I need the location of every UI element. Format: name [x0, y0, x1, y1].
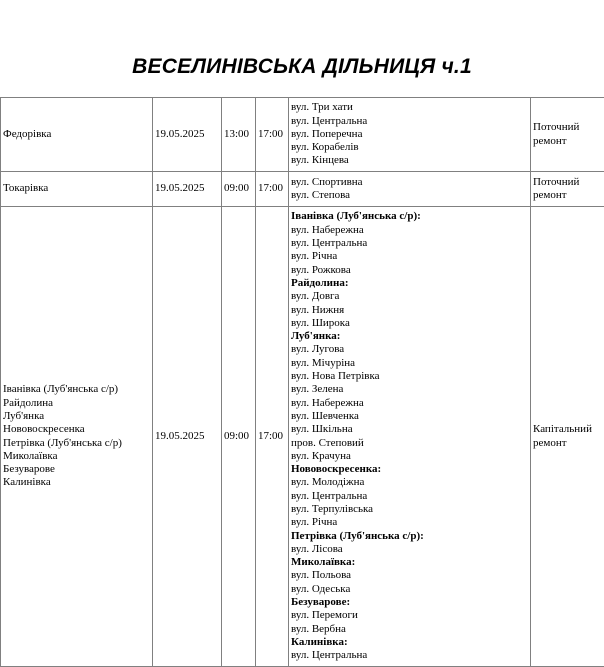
- address-group-heading: Райдолина:: [291, 277, 528, 290]
- street-address: вул. Нижня: [291, 304, 528, 317]
- start-time-cell: 13:00: [222, 98, 256, 172]
- street-address: вул. Мічуріна: [291, 357, 528, 370]
- work-type-text: ремонт: [533, 135, 602, 148]
- street-address: вул. Кінцева: [291, 154, 528, 167]
- street-address: вул. Перемоги: [291, 609, 528, 622]
- address-group-heading: Петрівка (Луб'янська с/р):: [291, 530, 528, 543]
- settlement-name: Миколаївка: [3, 450, 150, 463]
- work-type-cell: [531, 98, 604, 172]
- street-address: вул. Поперечна: [291, 128, 528, 141]
- work-type-cell: [531, 172, 604, 207]
- settlement-name: Луб'янка: [3, 410, 150, 423]
- work-type-text: Поточний: [533, 121, 602, 134]
- settlement-name: Безуварове: [3, 463, 150, 476]
- work-type-text: Капітальний: [533, 423, 602, 436]
- address-group-heading: Іванівка (Луб'янська с/р):: [291, 210, 528, 223]
- settlement-name: Калинівка: [3, 476, 150, 489]
- street-address: вул. Центральна: [291, 490, 528, 503]
- end-time-cell: 17:00: [256, 98, 289, 172]
- street-address: вул. Степова: [291, 189, 528, 202]
- street-address: вул. Одеська: [291, 583, 528, 596]
- street-address: вул. Центральна: [291, 115, 528, 128]
- street-address: вул. Молодіжна: [291, 476, 528, 489]
- address-cell: [289, 172, 531, 207]
- address-group-heading: Нововоскресенка:: [291, 463, 528, 476]
- street-address: вул. Терпулівська: [291, 503, 528, 516]
- street-address: вул. Крачуна: [291, 450, 528, 463]
- street-address: пров. Степовий: [291, 437, 528, 450]
- work-type-text: Поточний: [533, 176, 602, 189]
- settlement-cell: [1, 172, 153, 207]
- address-group-heading: Миколаївка:: [291, 556, 528, 569]
- street-address: вул. Вербна: [291, 623, 528, 636]
- address-cell: [289, 98, 531, 172]
- start-time-cell: 09:00: [222, 172, 256, 207]
- street-address: вул. Корабелів: [291, 141, 528, 154]
- date-cell: 19.05.2025: [153, 98, 222, 172]
- page-title: ВЕСЕЛИНІВСЬКА ДІЛЬНИЦЯ ч.1: [0, 55, 604, 79]
- outage-schedule-table: [0, 97, 604, 667]
- work-type-text: ремонт: [533, 189, 602, 202]
- street-address: вул. Спортивна: [291, 176, 528, 189]
- table-row: [1, 98, 604, 172]
- settlement-name: Петрівка (Луб'янська с/р): [3, 437, 150, 450]
- street-address: вул. Нова Петрівка: [291, 370, 528, 383]
- address-group-heading: Безуварове:: [291, 596, 528, 609]
- table-row: [1, 207, 604, 667]
- settlement-name: Федорівка: [3, 128, 150, 141]
- end-time-cell: 17:00: [256, 207, 289, 667]
- street-address: вул. Рожкова: [291, 264, 528, 277]
- address-cell: [289, 207, 531, 667]
- settlement-name: Нововоскресенка: [3, 423, 150, 436]
- street-address: вул. Три хати: [291, 101, 528, 114]
- street-address: вул. Річна: [291, 516, 528, 529]
- date-cell: 19.05.2025: [153, 172, 222, 207]
- street-address: вул. Шкільна: [291, 423, 528, 436]
- street-address: вул. Набережна: [291, 397, 528, 410]
- date-cell: 19.05.2025: [153, 207, 222, 667]
- settlement-cell: [1, 98, 153, 172]
- table-body: [1, 98, 604, 667]
- work-type-text: ремонт: [533, 437, 602, 450]
- street-address: вул. Лісова: [291, 543, 528, 556]
- settlement-cell: [1, 207, 153, 667]
- street-address: вул. Лугова: [291, 343, 528, 356]
- table-row: [1, 172, 604, 207]
- settlement-name: Іванівка (Луб'янська с/р): [3, 383, 150, 396]
- end-time-cell: 17:00: [256, 172, 289, 207]
- street-address: вул. Польова: [291, 569, 528, 582]
- settlement-name: Райдолина: [3, 397, 150, 410]
- work-type-cell: [531, 207, 604, 667]
- street-address: вул. Зелена: [291, 383, 528, 396]
- start-time-cell: 09:00: [222, 207, 256, 667]
- street-address: вул. Шевченка: [291, 410, 528, 423]
- street-address: вул. Річна: [291, 250, 528, 263]
- address-group-heading: Луб'янка:: [291, 330, 528, 343]
- street-address: вул. Центральна: [291, 237, 528, 250]
- street-address: вул. Центральна: [291, 649, 528, 662]
- street-address: вул. Широка: [291, 317, 528, 330]
- address-group-heading: Калинівка:: [291, 636, 528, 649]
- street-address: вул. Набережна: [291, 224, 528, 237]
- street-address: вул. Довга: [291, 290, 528, 303]
- settlement-name: Токарівка: [3, 182, 150, 195]
